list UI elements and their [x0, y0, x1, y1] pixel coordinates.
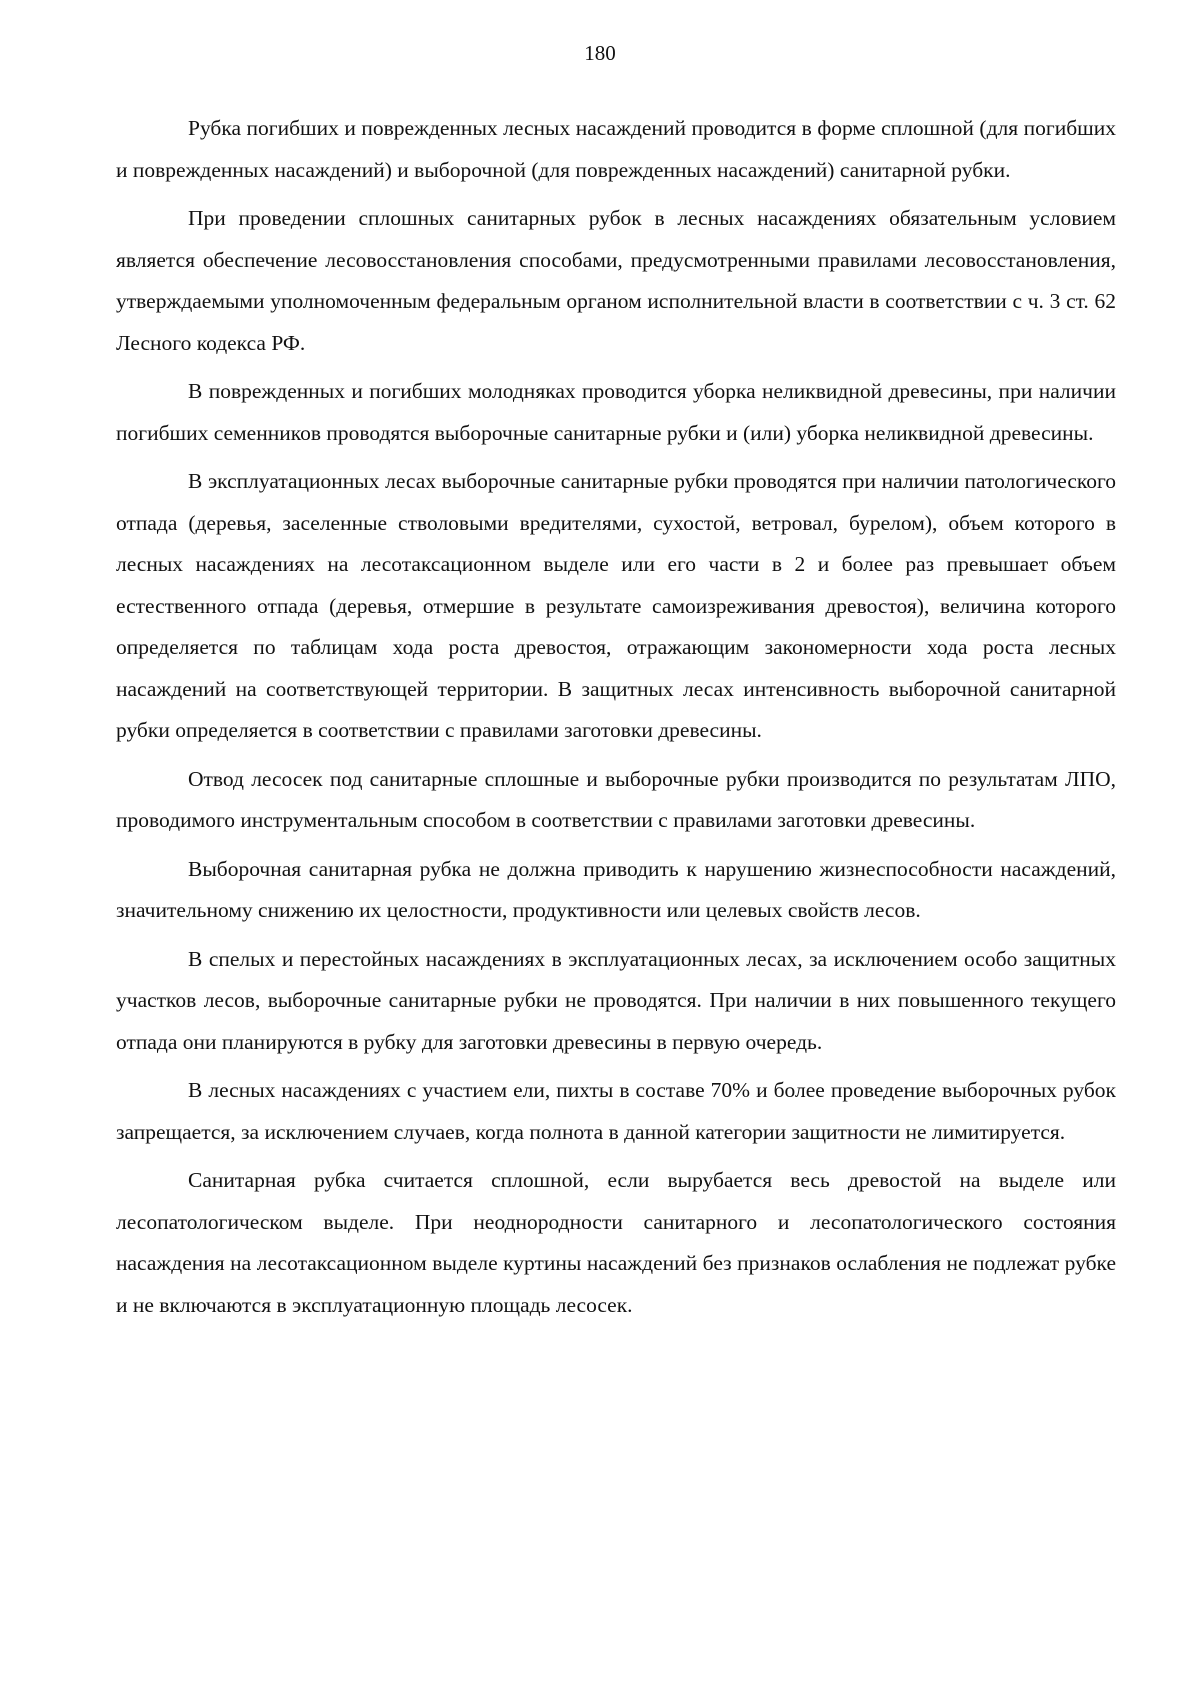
paragraph-2: При проведении сплошных санитарных рубок в лесных насаждениях обязательным условием является обеспечение лесовосстановления способами, предусмотренными правилами лесовосстановления, утверждаемыми уполномоченным федеральным органом исполнительной власти в соответствии с ч. 3 ст. 62 Лесного кодекса РФ.: [116, 206, 1116, 355]
paragraph-7: В спелых и перестойных насаждениях в эксплуатационных лесах, за исключением особо защитных участков лесов, выборочные санитарные рубки не проводятся. При наличии в них повышенного текущего отпада они планируются в рубку для заготовки древесины в первую очередь.: [116, 946, 1116, 1054]
paragraph-3: В поврежденных и погибших молодняках проводится уборка неликвидной древесины, при наличии погибших семенников проводятся выборочные санитарные рубки и (или) уборка неликвидной древесины.: [116, 379, 1116, 445]
paragraph-1: Рубка погибших и поврежденных лесных насаждений проводится в форме сплошной (для погибших и поврежденных насаждений) и выборочной (для поврежденных насаждений) санитарной рубки.: [116, 116, 1116, 182]
body-text: [116, 108, 1116, 1333]
paragraph-5: Отвод лесосек под санитарные сплошные и выборочные рубки производится по результатам ЛПО, проводимого инструментальным способом в соответствии с правилами заготовки древесины.: [116, 766, 1116, 832]
paragraph-6: Выборочная санитарная рубка не должна приводить к нарушению жизнеспособности насаждений, значительному снижению их целостности, продуктивности или целевых свойств лесов.: [116, 856, 1116, 922]
paragraph-4: В эксплуатационных лесах выборочные санитарные рубки проводятся при наличии патологического отпада (деревья, заселенные стволовыми вредителями, сухостой, ветровал, бурелом), объем которого в лесных насаждениях на лесотаксационном выделе или его части в 2 и более раз превышает объем естественного отпада (деревья, отмершие в результате самоизреживания древостоя), величина которого определяется по таблицам хода роста древостоя, отражающим закономерности хода роста лесных насаждений на соответствующей территории. В защитных лесах интенсивность выборочной санитарной рубки определяется в соответствии с правилами заготовки древесины.: [116, 469, 1116, 742]
paragraph-8: В лесных насаждениях с участием ели, пихты в составе 70% и более проведение выборочных рубок запрещается, за исключением случаев, когда полнота в данной категории защитности не лимитируется.: [116, 1078, 1116, 1144]
paragraph-9: Санитарная рубка считается сплошной, если вырубается весь древостой на выделе или лесопатологическом выделе. При неоднородности санитарного и лесопатологического состояния насаждения на лесотаксационном выделе куртины насаждений без признаков ослабления не подлежат рубке и не включаются в эксплуатационную площадь лесосек.: [116, 1168, 1116, 1317]
page-number: 180: [584, 41, 616, 65]
